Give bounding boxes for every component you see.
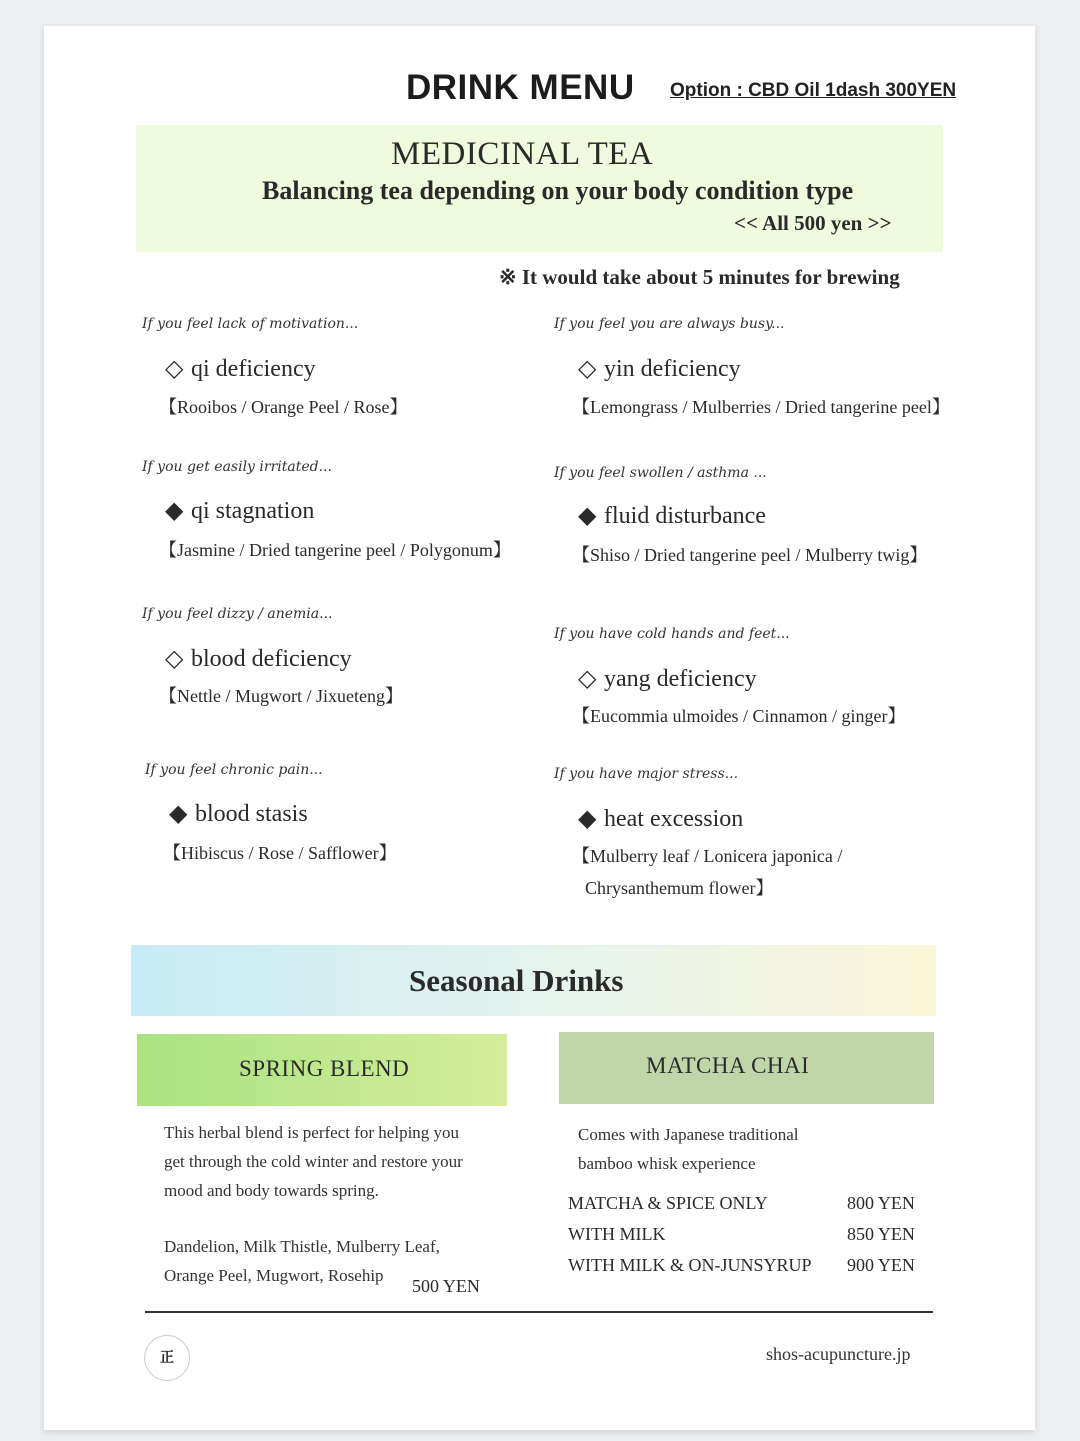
clinic-logo-icon xyxy=(144,1335,190,1381)
tea-type-label: qi stagnation xyxy=(191,498,315,524)
tea-ingredients: 【Jasmine / Dried tangerine peel / Polygonum】 xyxy=(159,540,511,560)
tea-ingredients: 【Nettle / Mugwort / Jixueteng】 xyxy=(159,686,403,706)
matcha-option-price: 800 YEN xyxy=(847,1193,915,1213)
website-url: shos-acupuncture.jp xyxy=(766,1344,911,1364)
tea-ingredients-continued: Chrysanthemum flower】 xyxy=(585,878,774,898)
tea-type-label: yin deficiency xyxy=(604,356,741,382)
medicinal-tea-title: MEDICINAL TEA xyxy=(391,136,654,172)
tea-ingredients: 【Rooibos / Orange Peel / Rose】 xyxy=(159,397,408,417)
hollow-diamond-icon: ◇ xyxy=(578,666,597,692)
tea-ingredients: 【Lemongrass / Mulberries / Dried tangerine peel】 xyxy=(572,397,950,417)
matcha-option-label: WITH MILK & ON-JUNSYRUP xyxy=(568,1255,812,1275)
tea-ingredients: 【Mulberry leaf / Lonicera japonica / xyxy=(572,846,843,866)
tea-hint: If you feel swollen / asthma ... xyxy=(554,465,767,481)
description-line: Comes with Japanese traditional xyxy=(578,1125,799,1144)
tea-ingredients: 【Hibiscus / Rose / Safflower】 xyxy=(163,843,397,863)
description-line: get through the cold winter and restore your xyxy=(164,1152,463,1171)
spring-blend-ingredients xyxy=(164,1232,440,1290)
ingredients-line: Dandelion, Milk Thistle, Mulberry Leaf, xyxy=(164,1237,440,1256)
page-title: DRINK MENU xyxy=(406,68,635,107)
hollow-diamond-icon: ◇ xyxy=(165,356,184,382)
tea-type-label: blood deficiency xyxy=(191,646,352,672)
spring-blend-price: 500 YEN xyxy=(412,1276,480,1296)
hollow-diamond-icon: ◇ xyxy=(578,356,597,382)
tea-hint: If you have cold hands and feet... xyxy=(554,626,790,642)
filled-diamond-icon: ◆ xyxy=(578,503,597,529)
tea-ingredients: 【Shiso / Dried tangerine peel / Mulberry twig】 xyxy=(572,545,928,565)
tea-hint: If you have major stress... xyxy=(554,766,739,782)
tea-type xyxy=(578,354,741,383)
tea-ingredients: 【Eucommia ulmoides / Cinnamon / ginger】 xyxy=(572,706,906,726)
footer-divider xyxy=(145,1311,933,1313)
logo-mark: 正 xyxy=(160,1350,174,1366)
matcha-option-label: MATCHA & SPICE ONLY xyxy=(568,1193,768,1213)
matcha-option-price: 850 YEN xyxy=(847,1224,915,1244)
tea-hint: If you feel dizzy / anemia... xyxy=(142,606,333,622)
matcha-chai-title: MATCHA CHAI xyxy=(646,1053,810,1078)
tea-type-label: fluid disturbance xyxy=(604,503,766,529)
spring-blend-description xyxy=(164,1118,463,1205)
filled-diamond-icon: ◆ xyxy=(165,498,184,524)
medicinal-tea-price: << All 500 yen >> xyxy=(734,211,892,235)
medicinal-tea-subtitle: Balancing tea depending on your body condition type xyxy=(262,176,854,205)
cbd-option-note: Option : CBD Oil 1dash 300YEN xyxy=(670,80,957,101)
tea-type-label: heat excession xyxy=(604,806,744,832)
description-line: This herbal blend is perfect for helping you xyxy=(164,1123,460,1142)
matcha-chai-description xyxy=(578,1120,798,1178)
description-line: bamboo whisk experience xyxy=(578,1154,756,1173)
matcha-option-label: WITH MILK xyxy=(568,1224,666,1244)
menu-page xyxy=(44,26,1035,1430)
tea-type xyxy=(165,644,352,673)
tea-type xyxy=(169,799,308,828)
ingredients-line: Orange Peel, Mugwort, Rosehip xyxy=(164,1266,384,1285)
hollow-diamond-icon: ◇ xyxy=(165,646,184,672)
tea-type xyxy=(165,496,314,525)
tea-hint: If you get easily irritated... xyxy=(142,459,332,475)
description-line: mood and body towards spring. xyxy=(164,1181,379,1200)
tea-hint: If you feel lack of motivation... xyxy=(142,316,359,332)
spring-blend-title: SPRING BLEND xyxy=(239,1056,410,1081)
tea-type-label: qi deficiency xyxy=(191,356,316,382)
tea-type xyxy=(165,354,316,383)
tea-hint: If you feel chronic pain... xyxy=(145,762,323,778)
brewing-note: ※ It would take about 5 minutes for brewing xyxy=(499,265,900,289)
filled-diamond-icon: ◆ xyxy=(169,801,188,827)
tea-type xyxy=(578,501,766,530)
filled-diamond-icon: ◆ xyxy=(578,806,597,832)
tea-type xyxy=(578,664,757,693)
tea-type-label: blood stasis xyxy=(195,801,308,827)
tea-hint: If you feel you are always busy... xyxy=(554,316,785,332)
tea-type-label: yang deficiency xyxy=(604,666,757,692)
seasonal-drinks-title: Seasonal Drinks xyxy=(409,963,624,998)
tea-type xyxy=(578,804,743,833)
matcha-option-price: 900 YEN xyxy=(847,1255,915,1275)
